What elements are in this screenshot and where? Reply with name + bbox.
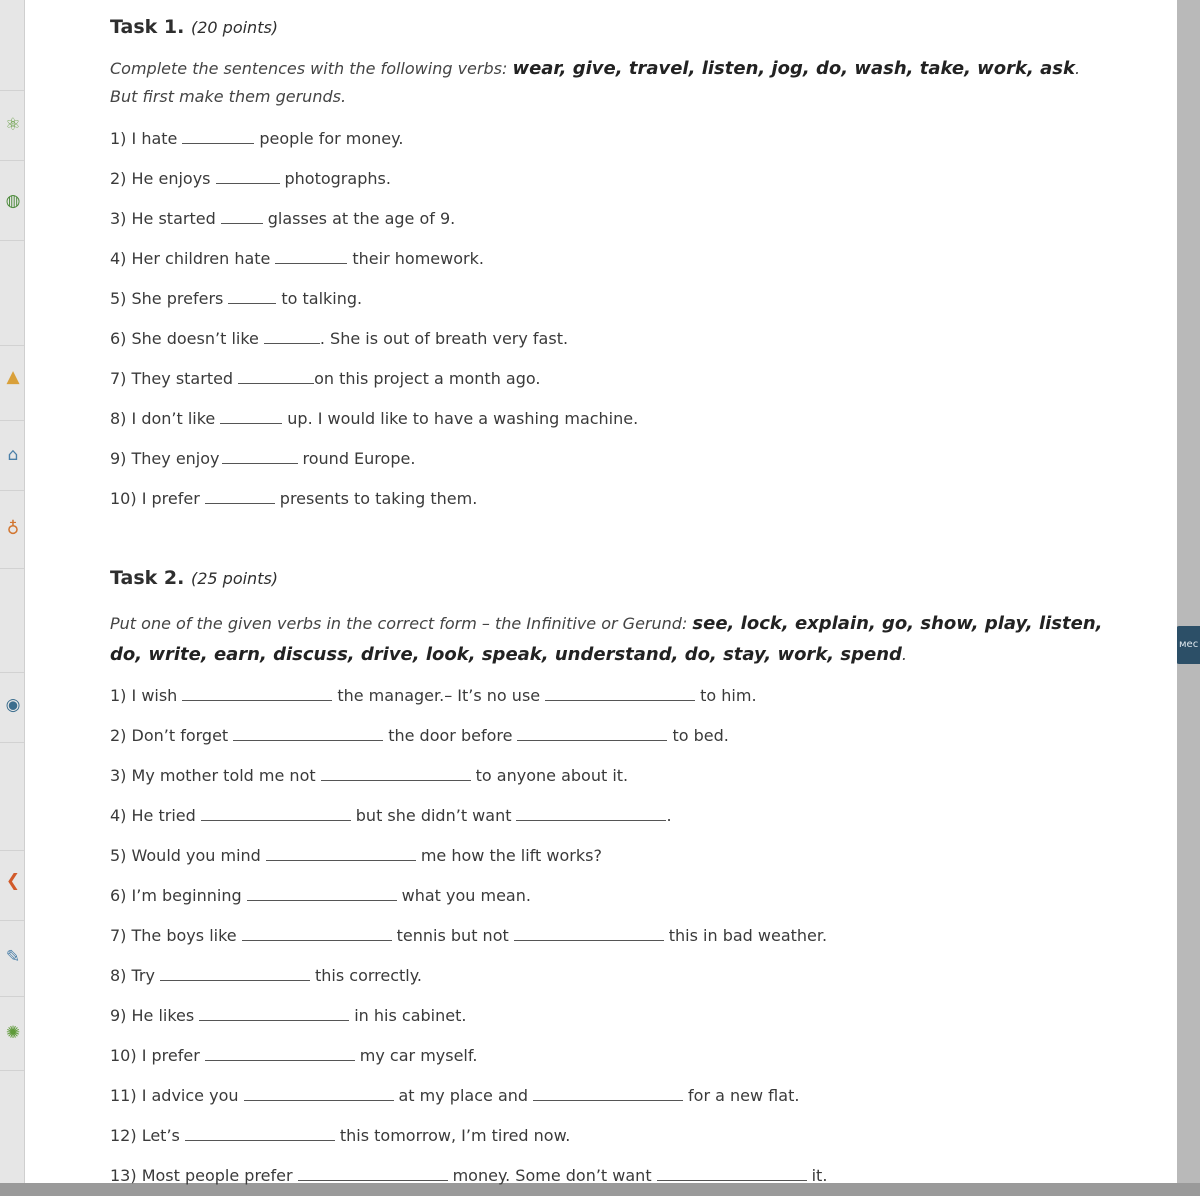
item-text: for a new flat. xyxy=(688,1086,800,1105)
item-text: 5) Would you mind xyxy=(110,846,261,865)
globe-icon[interactable]: ◍ xyxy=(5,191,21,211)
item-text: 3) My mother told me not xyxy=(110,766,316,785)
answer-blank[interactable] xyxy=(514,926,664,941)
item-text: but she didn’t want xyxy=(355,806,512,825)
task-2-item xyxy=(110,1156,1110,1196)
item-text: it. xyxy=(811,1166,828,1185)
item-text: me how the lift works? xyxy=(420,846,602,865)
item-text: 8) I don’t like xyxy=(110,409,216,428)
sidebar-divider xyxy=(0,568,24,569)
answer-blank[interactable] xyxy=(205,1046,355,1061)
task-2-item xyxy=(110,676,1110,716)
side-tab-label: мес xyxy=(1179,639,1199,650)
task-2-title xyxy=(110,565,1110,592)
task-2-instruction-prefix: Put one of the given verbs in the correct form – the Infinitive or Gerund: xyxy=(110,614,693,633)
item-text: 2) Don’t forget xyxy=(110,726,229,745)
item-text: 11) I advice you xyxy=(110,1086,239,1105)
answer-blank[interactable] xyxy=(220,409,282,424)
sidebar-divider xyxy=(0,1070,24,1071)
task-1-item xyxy=(110,439,1110,479)
item-text: this correctly. xyxy=(314,966,423,985)
answer-blank[interactable] xyxy=(201,806,351,821)
answer-blank[interactable] xyxy=(298,1166,448,1181)
sidebar-divider xyxy=(0,240,24,241)
worksheet-content xyxy=(110,14,1110,1196)
item-text: 7) They started xyxy=(110,369,234,388)
task-2-item xyxy=(110,876,1110,916)
item-text: on this project a month ago. xyxy=(314,369,541,388)
graduation-cap-icon[interactable]: ▲ xyxy=(6,367,20,387)
item-text: 12) Let’s xyxy=(110,1126,180,1145)
task-1-heading: Task 1. xyxy=(110,16,185,38)
item-text: this in bad weather. xyxy=(668,926,828,945)
task-2-heading: Task 2. xyxy=(110,567,185,589)
sidebar-divider xyxy=(0,920,24,921)
item-text: 9) He likes xyxy=(110,1006,195,1025)
task-1-item xyxy=(110,239,1110,279)
item-text: 6) She doesn’t like xyxy=(110,329,259,348)
answer-blank[interactable] xyxy=(321,766,471,781)
item-text: . She is out of breath very fast. xyxy=(319,329,569,348)
answer-blank[interactable] xyxy=(205,489,275,504)
answer-blank[interactable] xyxy=(517,726,667,741)
item-text: to him. xyxy=(700,686,757,705)
task-2-instruction-suffix: . xyxy=(901,645,907,664)
task-2-verb-list: see, lock, explain, go, show, play, listen, do, write, earn, discuss, drive, look, speak, understand, do, stay, work, spend xyxy=(110,613,1103,665)
answer-blank[interactable] xyxy=(657,1166,807,1181)
leaf-icon[interactable]: ❮ xyxy=(5,871,21,891)
task-2-item xyxy=(110,1116,1110,1156)
left-sidebar xyxy=(0,0,25,1183)
sidebar-divider xyxy=(0,345,24,346)
bank-icon[interactable]: ⌂ xyxy=(7,445,19,465)
answer-blank[interactable] xyxy=(275,249,347,264)
answer-blank[interactable] xyxy=(545,686,695,701)
item-text: tennis but not xyxy=(396,926,509,945)
answer-blank[interactable] xyxy=(182,686,332,701)
side-tab[interactable] xyxy=(1176,626,1200,664)
answer-blank[interactable] xyxy=(242,926,392,941)
task-2-item xyxy=(110,996,1110,1036)
task-2-points: (25 points) xyxy=(190,569,279,588)
sidebar-divider xyxy=(0,996,24,997)
task-2-instruction xyxy=(110,608,1110,670)
chat-bubble-icon[interactable]: ◉ xyxy=(5,695,21,715)
atom-icon[interactable]: ✺ xyxy=(5,1023,21,1043)
task-1-item xyxy=(110,479,1110,519)
task-1-item xyxy=(110,199,1110,239)
task-1-instruction-prefix: Complete the sentences with the following verbs: xyxy=(110,59,513,78)
answer-blank[interactable] xyxy=(244,1086,394,1101)
item-text: 4) Her children hate xyxy=(110,249,271,268)
item-text: at my place and xyxy=(398,1086,529,1105)
sidebar-divider xyxy=(0,850,24,851)
sidebar-divider xyxy=(0,420,24,421)
task-2-item xyxy=(110,1076,1110,1116)
item-text: 5) She prefers xyxy=(110,289,224,308)
task-1 xyxy=(110,14,1110,519)
item-text: to talking. xyxy=(281,289,363,308)
item-text: what you mean. xyxy=(401,886,531,905)
item-text: 4) He tried xyxy=(110,806,196,825)
item-text: . xyxy=(666,806,672,825)
item-text: photographs. xyxy=(284,169,391,188)
section-spacer xyxy=(110,519,1110,565)
item-text: their homework. xyxy=(352,249,484,268)
task-1-item xyxy=(110,119,1110,159)
task-2-item xyxy=(110,956,1110,996)
item-text: my car myself. xyxy=(359,1046,478,1065)
answer-blank[interactable] xyxy=(160,966,310,981)
answer-blank[interactable] xyxy=(264,329,320,344)
item-text: this tomorrow, I’m tired now. xyxy=(339,1126,571,1145)
answer-blank[interactable] xyxy=(233,726,383,741)
item-text: the door before xyxy=(388,726,513,745)
task-2-item xyxy=(110,796,1110,836)
apple-icon[interactable]: ♁ xyxy=(6,519,20,539)
item-text: 13) Most people prefer xyxy=(110,1166,293,1185)
item-text: 9) They enjoy xyxy=(110,449,220,468)
task-1-title xyxy=(110,14,1110,41)
item-text: in his cabinet. xyxy=(354,1006,467,1025)
item-text: to bed. xyxy=(672,726,729,745)
task-1-points: (20 points) xyxy=(190,18,279,37)
answer-blank[interactable] xyxy=(266,846,416,861)
task-1-item xyxy=(110,399,1110,439)
feather-icon[interactable]: ✎ xyxy=(5,947,21,967)
answer-blank[interactable] xyxy=(182,129,254,144)
answer-blank[interactable] xyxy=(221,209,263,224)
answer-blank[interactable] xyxy=(185,1126,335,1141)
item-text: 6) I’m beginning xyxy=(110,886,242,905)
answer-blank[interactable] xyxy=(216,169,280,184)
worksheet-page xyxy=(25,0,1177,1183)
item-text: the manager.– It’s no use xyxy=(337,686,541,705)
answer-blank[interactable] xyxy=(238,369,314,384)
item-text: 1) I wish xyxy=(110,686,178,705)
sidebar-divider xyxy=(0,490,24,491)
item-text: round Europe. xyxy=(302,449,416,468)
item-text: money. Some don’t want xyxy=(452,1166,652,1185)
sidebar-divider xyxy=(0,672,24,673)
task-1-items xyxy=(110,119,1110,519)
answer-blank[interactable] xyxy=(247,886,397,901)
molecule-icon[interactable]: ⚛ xyxy=(5,115,21,135)
item-text: to anyone about it. xyxy=(475,766,629,785)
answer-blank[interactable] xyxy=(228,289,276,304)
sidebar-divider xyxy=(0,160,24,161)
answer-blank[interactable] xyxy=(222,449,298,464)
task-2-item xyxy=(110,916,1110,956)
right-margin xyxy=(1177,0,1200,1183)
task-2-item xyxy=(110,1036,1110,1076)
task-1-instruction-suffix: . But first make them gerunds. xyxy=(110,59,1081,106)
task-2-item xyxy=(110,836,1110,876)
task-2 xyxy=(110,565,1110,1196)
task-1-item xyxy=(110,279,1110,319)
answer-blank[interactable] xyxy=(199,1006,349,1021)
task-2-item xyxy=(110,756,1110,796)
sidebar-divider xyxy=(0,742,24,743)
task-2-item xyxy=(110,716,1110,756)
item-text: 3) He started xyxy=(110,209,216,228)
answer-blank[interactable] xyxy=(533,1086,683,1101)
item-text: 10) I prefer xyxy=(110,1046,200,1065)
item-text: 7) The boys like xyxy=(110,926,237,945)
item-text: 8) Try xyxy=(110,966,155,985)
task-2-items xyxy=(110,676,1110,1196)
item-text: 2) He enjoys xyxy=(110,169,211,188)
task-1-verb-list: wear, give, travel, listen, jog, do, wash, take, work, ask xyxy=(512,58,1075,79)
item-text: people for money. xyxy=(259,129,404,148)
item-text: 1) I hate xyxy=(110,129,178,148)
task-1-item xyxy=(110,359,1110,399)
task-1-item xyxy=(110,159,1110,199)
item-text: presents to taking them. xyxy=(279,489,478,508)
item-text: glasses at the age of 9. xyxy=(267,209,456,228)
task-1-instruction xyxy=(110,55,1110,111)
item-text: up. I would like to have a washing machine. xyxy=(287,409,639,428)
task-1-item xyxy=(110,319,1110,359)
answer-blank[interactable] xyxy=(516,806,666,821)
sidebar-divider xyxy=(0,90,24,91)
item-text: 10) I prefer xyxy=(110,489,200,508)
